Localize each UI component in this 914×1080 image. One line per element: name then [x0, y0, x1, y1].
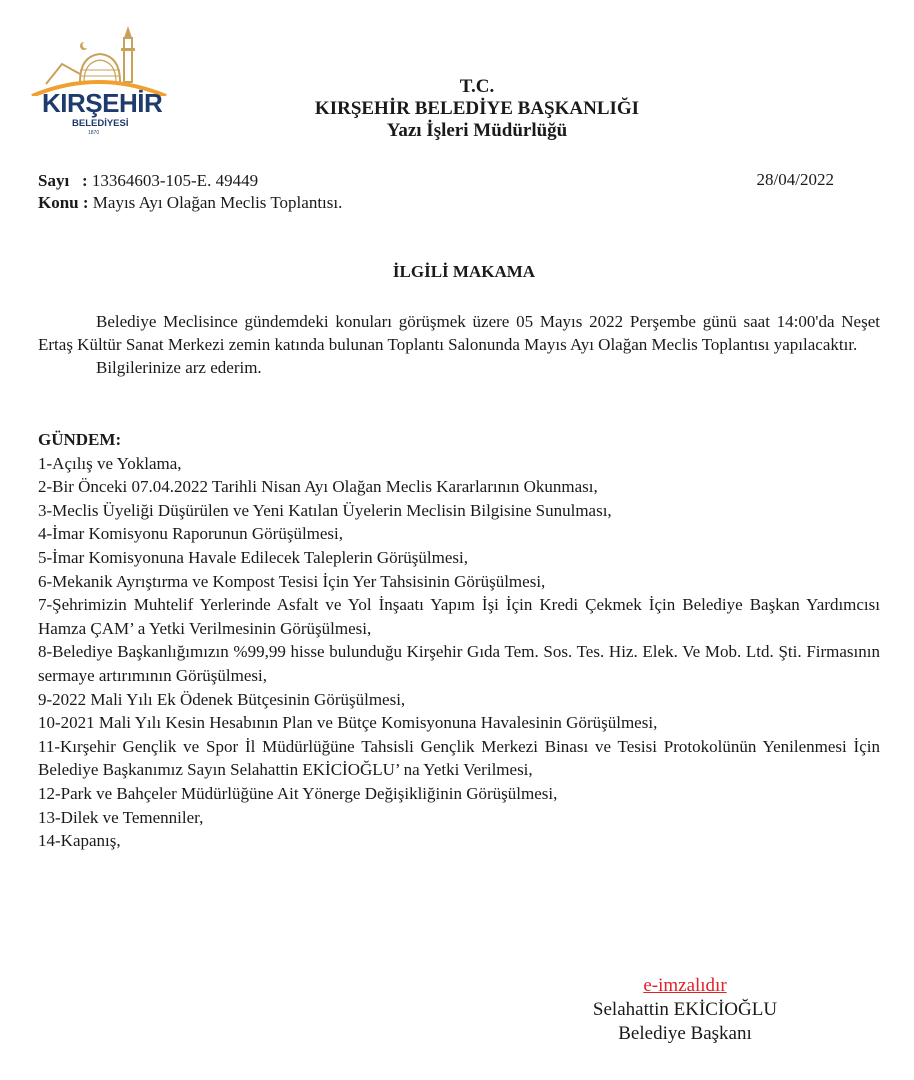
agenda-item: 3-Meclis Üyeliği Düşürülen ve Yeni Katılan Üyelerin Meclisin Bilgisine Sunulması,: [38, 500, 612, 520]
reference-number-line: [38, 170, 258, 192]
agenda-item: 1-Açılış ve Yoklama,: [38, 453, 182, 473]
logo-name: KIRŞEHİR: [42, 88, 163, 118]
sayi-separator: :: [81, 171, 88, 190]
agenda-heading: GÜNDEM:: [38, 430, 122, 449]
agenda-item: 14-Kapanış,: [38, 831, 121, 851]
document-date: 28/04/2022: [756, 170, 834, 189]
agenda-item: 7-Şehrimizin Muhtelif Yerlerinde Asfalt ve Yol İnşaatı Yapım İşi İçin Kredi Çekmek İçin Belediye Başkan Yardımcısı Hamza ÇAM’ a Yetki Verilmesinin Görüşülmesi,: [38, 595, 880, 638]
agenda-item: 9-2022 Mali Yılı Ek Ödenek Bütçesinin Görüşülmesi,: [38, 689, 406, 709]
sayi-label: Sayı: [38, 171, 70, 190]
agenda-item: 2-Bir Önceki 07.04.2022 Tarihli Nisan Ayı Olağan Meclis Kararlarının Okunması,: [38, 477, 598, 497]
header-tc: T.C.: [459, 76, 495, 97]
letter-body: [38, 310, 880, 379]
subject-line: [38, 192, 342, 214]
header-institution: KIRŞEHİR BELEDİYE BAŞKANLIĞI: [314, 98, 640, 119]
signatory-name: Selahattin EKİCİOĞLU: [592, 999, 778, 1020]
agenda-item: 10-2021 Mali Yılı Kesin Hesabının Plan ve Bütçe Komisyonuna Havalesinin Görüşülmesi,: [38, 713, 658, 733]
konu-label: Konu :: [38, 193, 89, 212]
logo-subtitle: BELEDİYESİ: [72, 118, 129, 129]
agenda-item: 6-Mekanik Ayrıştırma ve Kompost Tesisi İçin Yer Tahsisinin Görüşülmesi,: [38, 571, 546, 591]
agenda-item: 12-Park ve Bahçeler Müdürlüğüne Ait Yönerge Değişikliğinin Görüşülmesi,: [38, 783, 558, 803]
agenda-item: 5-İmar Komisyonuna Havale Edilecek Taleplerin Görüşülmesi,: [38, 547, 468, 567]
e-signature-note: e-imzalıdır: [643, 975, 727, 996]
header-department: Yazı İşleri Müdürlüğü: [386, 120, 568, 141]
agenda-item: 4-İmar Komisyonu Raporunun Görüşülmesi,: [38, 524, 344, 544]
logo-year: 1870: [88, 130, 100, 136]
body-paragraph: Belediye Meclisince gündemdeki konuları görüşmek üzere 05 Mayıs 2022 Perşembe günü saat 14:00'da Neşet Ertaş Kültür Sanat Merkezi zemin katında bulunan Toplantı Salonunda Mayıs Ayı Olağan Meclis Toplantısı yapılacaktır.: [38, 312, 880, 354]
agenda-item: 11-Kırşehir Gençlik ve Spor İl Müdürlüğüne Tahsisli Gençlik Merkezi Binası ve Tesisi Protokolünün Yenilenmesi İçin Belediye Başkanımız Sayın Selahattin EKİCİOĞLU’ na Yetki Verilmesi,: [38, 736, 880, 780]
closing-paragraph: Bilgilerinize arz ederim.: [96, 358, 262, 377]
konu-value: Mayıs Ayı Olağan Meclis Toplantısı.: [92, 193, 343, 212]
agenda-section: [38, 428, 880, 853]
addressee-title: İLGİLİ MAKAMA: [392, 262, 536, 281]
signatory-role: Belediye Başkanı: [618, 1023, 752, 1044]
signature-block: [540, 974, 830, 1046]
agenda-item: 13-Dilek ve Temenniler,: [38, 807, 204, 827]
agenda-item: 8-Belediye Başkanlığımızın %99,99 hisse bulunduğu Kirşehir Gıda Tem. Sos. Tes. Hiz. Elek. Ve Mob. Ltd. Şti. Firmasının sermaye artırımının Görüşülmesi,: [38, 642, 880, 685]
sayi-value: 13364603-105-E. 49449: [91, 171, 259, 190]
